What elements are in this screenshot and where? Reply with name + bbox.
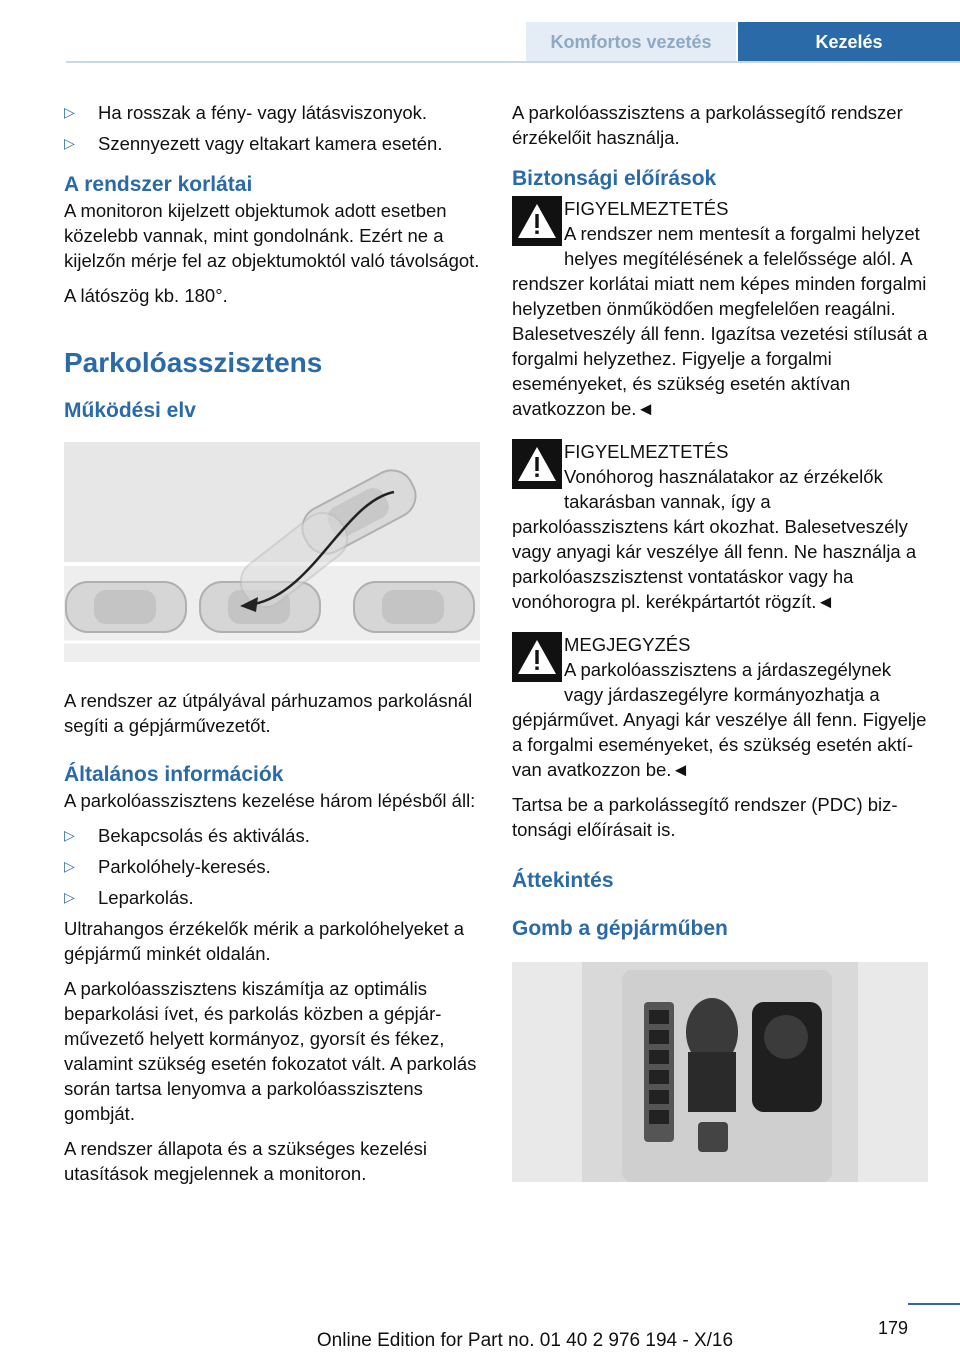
warning-block: FIGYELMEZTETÉS Vonóhorog használatakor az érzékelők takarásban vannak, így a parkolóasszisztens kárt okozhat. Balesetveszély vagy anyagi kár veszélye áll fenn. Ne használja a parkolóaszszisztenst vontatáskor vagy ha vonóhorogra pl. kerékpártartót rögzít.◄ <box>512 441 917 612</box>
pdc-note: Tartsa be a parkolássegítő rendszer (PDC) biztonsági előírásait is. <box>512 794 898 840</box>
parking-illustration <box>64 442 480 662</box>
warning-triangle-icon <box>512 439 562 489</box>
bullet-triangle-icon: ▷ <box>64 104 75 120</box>
list-item: ▷ Ha rosszak a fény- vagy látásviszonyok. <box>64 102 428 123</box>
idrive-controller <box>752 1002 822 1112</box>
list-item: ▷ Parkolóhely-keresés. <box>64 856 271 877</box>
button-heading: Gomb a gépjárműben <box>512 917 728 940</box>
left-column <box>64 100 480 1196</box>
overview-heading: Áttekintés <box>512 869 614 892</box>
view-angle-text: A látószög kb. 180°. <box>64 285 228 306</box>
button-panel <box>644 1002 674 1142</box>
bullet-triangle-icon: ▷ <box>64 827 75 843</box>
general-info-heading: Általános információk <box>64 763 284 786</box>
right-column <box>512 100 928 1182</box>
principle-heading: Működési elv <box>64 399 196 422</box>
parked-car-left <box>66 582 186 632</box>
warning-triangle-icon <box>512 632 562 682</box>
bullet-triangle-icon: ▷ <box>64 135 75 151</box>
limits-heading: A rendszer korlátai <box>64 173 253 196</box>
warning-triangle-icon <box>512 196 562 246</box>
calculation-text: A parkolóasszisztens kiszámítja az optimális beparkolási ívet, és parkolás közben a gépjárművezető helyett kormányoz, gyorsít és fékez, valamint szükség esetén fokozatot vált. A parkolás során tartsa lenyomva a parkolóasszisztens gombját. <box>64 978 477 1124</box>
edition-text: Online Edition for Part no. 01 40 2 976 194 - X/16 <box>316 1330 734 1351</box>
bullet-triangle-icon: ▷ <box>64 858 75 874</box>
parking-brake-switch <box>698 1122 728 1152</box>
page-number: 179 <box>877 1318 908 1338</box>
parked-car-right <box>354 582 474 632</box>
notice-block: MEGJEGYZÉS A parkolóasszisztens a járdaszegélynek vagy járdaszegélyre kormányozhatja a gépjárművet. Anyagi kár veszélye áll fenn. Figyelje a forgalmi eseményeket, és szükség esetén aktívan avatkozzon be.◄ <box>512 634 927 780</box>
steps-list <box>64 823 480 910</box>
limits-text: A monitoron kijelzett objektumok adott esetben közelebb vannak, mint gondolnánk. Ezért ne a kijelzőn mérje fel az objektumoktól való távolságot. <box>64 200 480 271</box>
center-console-photo <box>512 962 928 1182</box>
monitor-text: A rendszer állapota és a szükséges kezelési utasítások megjelennek a monitoron. <box>64 1138 428 1184</box>
list-item: ▷ Bekapcsolás és aktiválás. <box>64 825 310 846</box>
conditions-list <box>64 100 480 156</box>
header-section-tab[interactable]: Komfortos vezetés <box>526 22 736 62</box>
general-info-text: A parkolóasszisztens kezelése három lépésből áll: <box>64 790 476 811</box>
intro-text: A parkolóasszisztens a parkolássegítő rendszer érzékelőit használja. <box>512 102 903 148</box>
gear-selector <box>686 998 738 1112</box>
sensors-text: Ultrahangos érzékelők mérik a parkolóhelyeket a gépjármű minkét oldalán. <box>64 918 465 964</box>
header-chapter-tab[interactable]: Kezelés <box>738 22 960 62</box>
list-item: ▷ Leparkolás. <box>64 887 194 908</box>
list-item: ▷ Szennyezett vagy eltakart kamera esetén. <box>64 133 443 154</box>
section-title: Parkolóasszisztens <box>64 347 323 378</box>
safety-heading: Biztonsági előírások <box>512 167 717 190</box>
header-rule <box>66 61 960 63</box>
footer-rule <box>908 1303 960 1305</box>
figure-caption: A rendszer az útpályával párhuzamos parkolásnál segíti a gépjárművezetőt. <box>64 690 473 736</box>
bullet-triangle-icon: ▷ <box>64 889 75 905</box>
warning-block: FIGYELMEZTETÉS A rendszer nem mentesít a forgalmi helyzet helyes megítélésének a felelőssége alól. A rendszer korlátai miatt nem képes minden forgalmi helyzetben önműködően megfelelően reagálni. Balesetveszély áll fenn. Igazítsa vezetési stílusát a forgalmi helyzethez. Figyelje a forgalmi eseményeket, és szükség esetén aktívan avatkozzon be.◄ <box>512 198 928 419</box>
